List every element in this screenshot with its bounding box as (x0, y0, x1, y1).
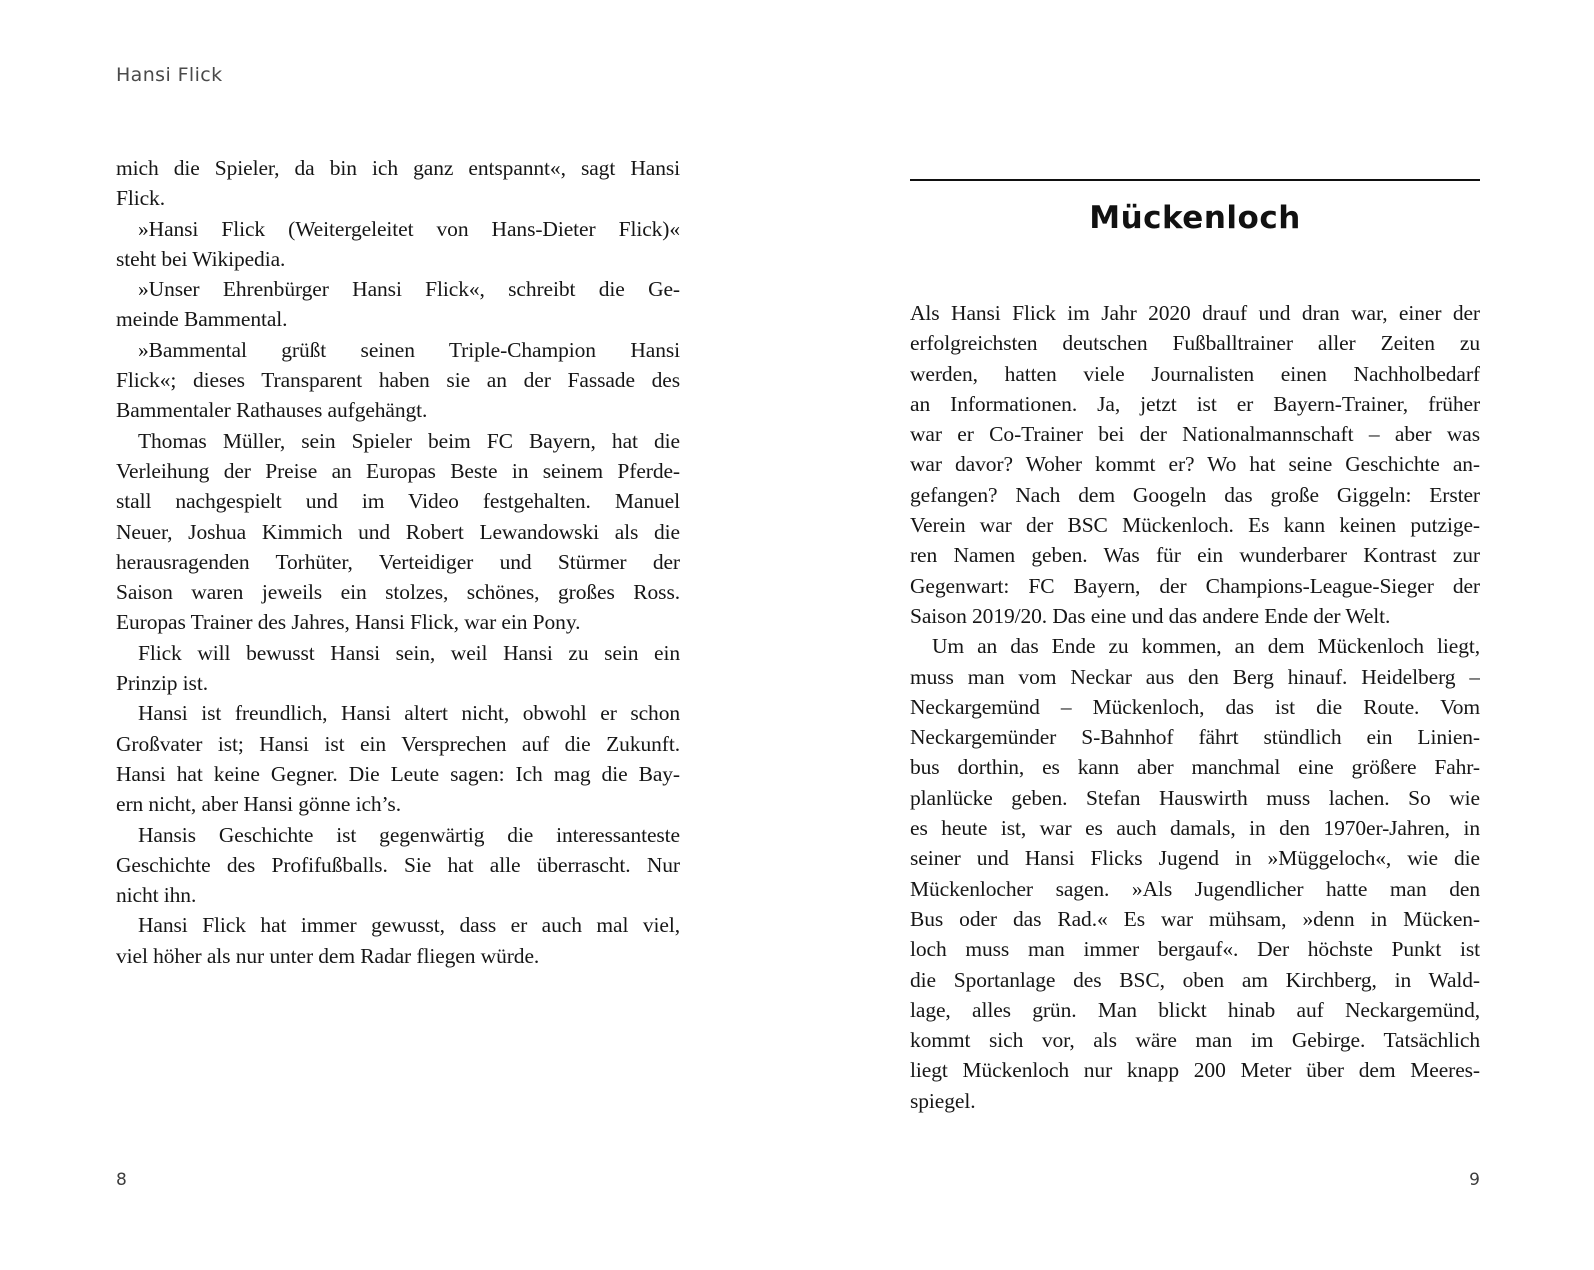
text-line: Neckargemünder S-Bahnhof fährt stündlich ein Linien- (910, 725, 1480, 750)
text-line: Verein war der BSC Mückenloch. Es kann keinen putzige- (910, 513, 1480, 538)
page-number-right: 9 (1469, 1170, 1480, 1190)
text-line: Gegenwart: FC Bayern, der Champions-League-Sieger der (910, 573, 1480, 598)
text-line: Hansi hat keine Gegner. Die Leute sagen: Ich mag die Bay- (116, 761, 680, 786)
text-line: Thomas Müller, sein Spieler beim FC Bayern, hat die (138, 428, 680, 453)
text-line: war er Co-Trainer bei der Nationalmannschaft – aber was (910, 422, 1480, 447)
text-line: werden, hatten viele Journalisten einen Nachholbedarf (910, 361, 1480, 386)
text-line: Prinzip ist. (116, 671, 208, 696)
text-line: mich die Spieler, da bin ich ganz entspannt«, sagt Hansi (116, 156, 680, 180)
text-line: an Informationen. Ja, jetzt ist er Bayern-Trainer, früher (910, 391, 1480, 416)
right-page (797, 0, 1594, 1270)
text-line: es heute ist, war es auch damals, in den 1970er-Jahren, in (910, 816, 1480, 841)
text-line: Saison 2019/20. Das eine und das andere Ende der Welt. (910, 603, 1391, 628)
text-line: Großvater ist; Hansi ist ein Versprechen auf die Zukunft. (116, 731, 680, 756)
text-line: loch muss man immer bergauf«. Der höchste Punkt ist (910, 937, 1480, 962)
page-number-left: 8 (116, 1170, 127, 1190)
text-line: kommt sich vor, als wäre man im Gebirge. Tatsächlich (910, 1028, 1480, 1053)
text-line: Saison waren jeweils ein stolzes, schönes, großes Ross. (116, 580, 680, 605)
text-line: Europas Trainer des Jahres, Hansi Flick, war ein Pony. (116, 610, 581, 635)
running-header: Hansi Flick (116, 64, 223, 86)
text-line: viel höher als nur unter dem Radar fliegen würde. (116, 943, 540, 968)
text-line: bus dorthin, es kann aber manchmal eine größere Fahr- (910, 755, 1480, 780)
text-line: planlücke geben. Stefan Hauswirth muss lachen. So wie (910, 785, 1480, 810)
text-line: Hansi ist freundlich, Hansi altert nicht, obwohl er schon (138, 701, 680, 726)
text-line: ern nicht, aber Hansi gönne ich’s. (116, 792, 401, 817)
text-line: »Bammental grüßt seinen Triple-Champion Hansi (138, 337, 680, 362)
text-line: Bammentaler Rathauses aufgehängt. (116, 398, 428, 423)
left-page-text (116, 153, 680, 971)
text-line: Flick will bewusst Hansi sein, weil Hansi zu sein ein (138, 640, 680, 665)
text-line: ren Namen geben. Was für ein wunderbarer Kontrast zur (910, 543, 1480, 568)
text-line: gefangen? Nach dem Googeln das große Giggeln: Erster (910, 482, 1480, 507)
chapter-title: Mückenloch (1089, 200, 1301, 236)
text-line: liegt Mückenloch nur knapp 200 Meter über dem Meeres- (910, 1058, 1480, 1083)
text-line: Flick«; dieses Transparent haben sie an der Fassade des (116, 368, 680, 393)
text-line: Verleihung der Preise an Europas Beste in seinem Pferde- (116, 458, 680, 483)
text-line: muss man vom Neckar aus den Berg hinauf. Heidelberg – (910, 664, 1480, 689)
chapter-rule (910, 179, 1480, 181)
text-line: Mückenlocher sagen. »Als Jugendlicher hatte man den (910, 876, 1480, 901)
text-line: Neckargemünd – Mückenloch, das ist die Route. Vom (910, 694, 1480, 719)
text-line: herausragenden Torhüter, Verteidiger und Stürmer der (116, 549, 680, 574)
text-line: spiegel. (910, 1088, 976, 1113)
text-line: lage, alles grün. Man blickt hinab auf Neckargemünd, (910, 997, 1480, 1022)
text-line: »Unser Ehrenbürger Hansi Flick«, schreibt die Ge- (138, 277, 680, 302)
text-line: Als Hansi Flick im Jahr 2020 drauf und dran war, einer der (910, 301, 1480, 325)
text-line: meinde Bammental. (116, 307, 288, 332)
text-line: steht bei Wikipedia. (116, 246, 286, 271)
text-line: war davor? Woher kommt er? Wo hat seine Geschichte an- (910, 452, 1480, 477)
text-line: nicht ihn. (116, 883, 197, 908)
text-line: »Hansi Flick (Weitergeleitet von Hans-Dieter Flick)« (138, 216, 680, 241)
text-line: stall nachgespielt und im Video festgehalten. Manuel (116, 489, 680, 514)
text-line: die Sportanlage des BSC, oben am Kirchberg, in Wald- (910, 967, 1480, 992)
text-line: Flick. (116, 186, 165, 211)
text-line: Hansi Flick hat immer gewusst, dass er auch mal viel, (138, 913, 680, 938)
text-line: Hansis Geschichte ist gegenwärtig die interessanteste (138, 822, 680, 847)
text-line: Neuer, Joshua Kimmich und Robert Lewandowski als die (116, 519, 680, 544)
text-line: Geschichte des Profifußballs. Sie hat alle überrascht. Nur (116, 852, 680, 877)
right-page-text (910, 298, 1480, 1116)
text-line: seiner und Hansi Flicks Jugend in »Müggeloch«, wie die (910, 846, 1480, 871)
text-line: Um an das Ende zu kommen, an dem Mückenloch liegt, (932, 634, 1480, 659)
text-line: Bus oder das Rad.« Es war mühsam, »denn in Mücken- (910, 906, 1480, 931)
text-line: erfolgreichsten deutschen Fußballtrainer aller Zeiten zu (910, 331, 1480, 356)
